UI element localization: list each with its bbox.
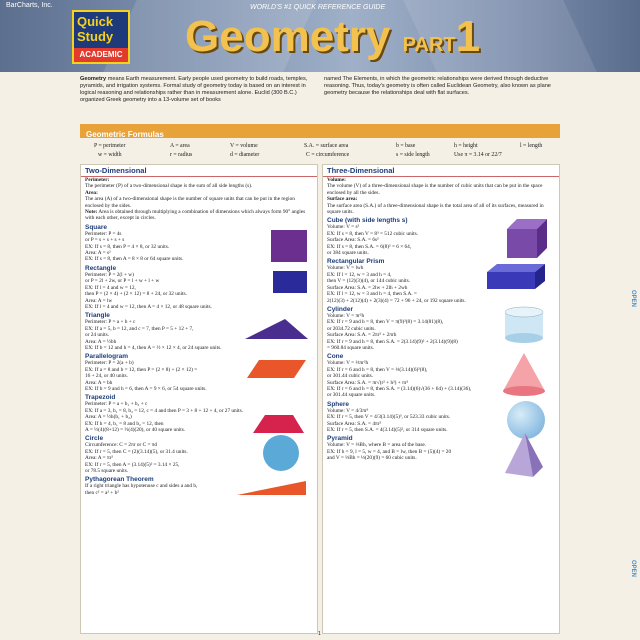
legend-item: s = side length xyxy=(396,152,430,158)
intro-term: Geometry xyxy=(80,76,107,82)
legend-item: A = area xyxy=(170,143,190,149)
trapezoid-block xyxy=(81,392,317,433)
square-line: Area: A = s² xyxy=(85,250,111,257)
note-text: Area is obtained through multiplying a combination of dimensions which always form 90° angles with each other, except in circles. xyxy=(85,209,306,222)
sphere-line: Volume: V = 4/3πr³ xyxy=(327,407,369,414)
trapezoid-shape-icon xyxy=(253,414,305,434)
trapezoid-title: Trapezoid xyxy=(85,394,116,402)
publisher-name: BarCharts, Inc. xyxy=(6,2,53,9)
area-def xyxy=(81,190,317,209)
intro-right: named The Elements, in which the geometric relationships were derived through deductive reasoning. Thus, today's geometry is often called Euclidean Geometry, also known as plane geometry because the relationships deal with flat surfaces. xyxy=(324,76,551,96)
parallelogram-line: EX: If a = 8 and b = 12, then P = (2 × 8) + (2 × 12) = xyxy=(85,366,198,373)
rectangle-line: EX: If l = 4 and w = 12, xyxy=(85,284,136,291)
quickstudy-logo xyxy=(72,10,130,64)
prism-line: 2(12)(3) + 2(12)(4) + 2(3)(4) = 72 + 96 + 24, or 192 square units. xyxy=(327,297,466,304)
prism-title: Rectangular Prism xyxy=(327,258,385,266)
triangle-line: EX: If b = 12 and h = 4, then A = ½ × 12 × 4, or 24 square units. xyxy=(85,344,222,351)
trapezoid-line: A = ½(4)(8+12) = ½(4)(20), or 40 square units. xyxy=(85,427,186,433)
rectangle-title: Rectangle xyxy=(85,264,117,272)
cone-block xyxy=(323,351,559,398)
legend-item: S.A. = surface area xyxy=(304,143,349,149)
circle-line: Circumference: C = 2πr or C = πd xyxy=(85,442,158,449)
area-note xyxy=(81,209,317,222)
surface-area-label: Surface area: xyxy=(327,196,358,203)
trapezoid-line: EX: If h = 4, b₁ = 8 and b₂ = 12, then xyxy=(85,420,164,427)
legend-item: r = radius xyxy=(170,152,193,158)
right-triangle-icon xyxy=(237,480,307,496)
volume-label: Volume: xyxy=(327,177,346,183)
two-dimensional-heading: Two-Dimensional xyxy=(81,165,317,177)
prism-line: EX: If l = 12, w = 3 and h = 4, xyxy=(327,271,392,278)
cylinder-block xyxy=(323,304,559,351)
trapezoid-line: Area: A = ½h(b₁ + b₂) xyxy=(85,414,132,421)
legend-item: d = diameter xyxy=(230,152,260,158)
cylinder-shape-icon xyxy=(505,306,545,344)
formula-legend xyxy=(80,141,560,163)
prism-block xyxy=(323,256,559,303)
page-title xyxy=(185,12,480,62)
trapezoid-line: Perimeter: P = a + b₁ + b₂ + c xyxy=(85,401,148,408)
parallelogram-line: 16 + 24, or 40 units. xyxy=(85,373,128,380)
pyramid-line: and V = ⅓Bh = ⅓(20)(9) = 60 cubic units. xyxy=(327,455,417,462)
prism-shape-icon xyxy=(487,264,547,290)
pyramid-line: Volume: V = ⅓Bh, where B = area of the base. xyxy=(327,442,427,449)
cylinder-line: Volume: V = πr²h xyxy=(327,312,365,319)
cone-line: Surface Area: S.A. = πr√(r² + h²) + πr² xyxy=(327,379,409,386)
cylinder-line: or 2034.72 cubic units. xyxy=(327,325,376,332)
pythagorean-block xyxy=(81,474,317,496)
rectangle-line: Perimeter: P = 2(l + w) xyxy=(85,271,134,278)
triangle-title: Triangle xyxy=(85,312,110,320)
cone-line: Volume: V = ⅓πr²h xyxy=(327,360,369,367)
intro-left xyxy=(80,76,316,118)
circle-line: or 78.5 square units. xyxy=(85,468,129,475)
section-title: Geometric Formulas xyxy=(86,130,164,139)
pyramid-block xyxy=(323,433,559,461)
surface-area-text: The surface area (S.A.) of a three-dimensional shape is the total area of all of its surfaces, measured in square units. xyxy=(327,202,544,216)
legend-item: Use π = 3.14 or 22/7 xyxy=(454,152,502,158)
area-text: The area (A) of a two-dimensional shape is the number of square units that can be put in the region enclosed by the sides. xyxy=(85,196,295,209)
three-dimensional-heading: Three-Dimensional xyxy=(323,165,559,177)
square-line: EX: If s = 8, then P = 4 × 8, or 32 units. xyxy=(85,243,170,250)
cube-line: Volume: V = s³ xyxy=(327,224,360,231)
pyramid-line: EX: If h = 9, l = 5, w = 4, and B = lw, then B = (5)(4) = 20 xyxy=(327,448,452,455)
area-label: Area: xyxy=(85,189,98,196)
square-block xyxy=(81,222,317,263)
sphere-title: Sphere xyxy=(327,400,350,408)
legend-item: b = base xyxy=(396,143,416,149)
cone-title: Cone xyxy=(327,353,344,361)
sphere-line: EX: If r = 5, then S.A. = 4(3.14)(5)², or 314 square units. xyxy=(327,427,448,433)
circle-line: EX: If r = 5, then C = (2)(3.14)(5), or 31.4 units. xyxy=(85,448,188,455)
prism-line: EX: If l = 12, w = 3 and h = 4, then S.A. = xyxy=(327,291,417,298)
sphere-block xyxy=(323,399,559,434)
cube-block xyxy=(323,215,559,256)
triangle-line: Area: A = ½bh xyxy=(85,338,117,345)
section-header-geometric-formulas xyxy=(80,124,560,138)
tagline: WORLD'S #1 QUICK REFERENCE GUIDE xyxy=(250,4,386,11)
cube-line: Surface Area: S.A. = 6s² xyxy=(327,237,379,244)
circle-block xyxy=(81,433,317,474)
rectangle-block xyxy=(81,263,317,310)
cone-line: or 301.44 square units. xyxy=(327,392,376,399)
cube-line: EX: If s = 8, then S.A. = 6(8)² = 6 × 64, xyxy=(327,243,412,250)
two-dimensional-section xyxy=(80,164,318,634)
open-tab-label: OPEN xyxy=(630,560,636,578)
cube-line: EX: If s = 8, then V = 8³ = 512 cubic units. xyxy=(327,230,418,237)
pythagorean-line: then c² = a² + b² xyxy=(85,489,119,496)
legend-item: C = circumference xyxy=(306,152,350,158)
cube-title: Cube (with side lengths s) xyxy=(327,217,408,225)
volume-def xyxy=(323,177,559,196)
page-number: 1 xyxy=(318,631,321,637)
open-tab-label: OPEN xyxy=(630,290,636,308)
parallelogram-block xyxy=(81,351,317,392)
legend-item: h = height xyxy=(454,143,478,149)
part-number: 1 xyxy=(455,12,481,61)
square-shape-icon xyxy=(271,230,307,262)
sphere-line: EX: If r = 5, then V = 4/3(3.14)(5)³, or 523.33 cubic units. xyxy=(327,414,451,421)
circle-line: EX: If r = 5, then A = (3.14)(5)² = 3.14 × 25, xyxy=(85,461,180,468)
logo-study: Study xyxy=(77,29,114,44)
pythagorean-line: If a right triangle has hypotenuse c and sides a and b, xyxy=(85,483,198,490)
header-banner xyxy=(0,0,640,72)
title-text: Geometry xyxy=(185,12,391,61)
surface-area-def xyxy=(323,196,559,215)
rectangle-line: EX: If l = 4 and w = 12, then A = 4 × 12, or 48 square units. xyxy=(85,303,212,310)
cube-shape-icon xyxy=(507,219,549,259)
rectangle-line: then P = (2 × 4) + (2 × 12) = 8 + 24, or 32 units. xyxy=(85,291,187,298)
perimeter-text: The perimeter (P) of a two-dimensional shape is the sum of all side lengths (s). xyxy=(85,183,253,190)
intro-text xyxy=(80,76,560,118)
logo-academic: ACADEMIC xyxy=(74,48,128,62)
parallelogram-line: Perimeter: P = 2(a + b) xyxy=(85,360,134,367)
cylinder-line: Surface Area: S.A. = 2πr² + 2πrh xyxy=(327,332,397,339)
triangle-block xyxy=(81,310,317,351)
parallelogram-shape-icon xyxy=(247,359,307,379)
rectangle-line: Area: A = lw xyxy=(85,297,113,304)
square-title: Square xyxy=(85,223,108,231)
trapezoid-line: EX: If a = 3, b₁ = 8, b₂ = 12, c = 4 and then P = 3 + 8 + 12 + 4, or 27 units. xyxy=(85,407,244,414)
cone-shape-icon xyxy=(503,353,545,397)
triangle-line: Perimeter: P = a + b + c xyxy=(85,319,136,326)
square-line: Perimeter: P = 4s xyxy=(85,230,122,237)
circle-title: Circle xyxy=(85,435,104,443)
pythagorean-title: Pythagorean Theorem xyxy=(85,476,154,484)
parallelogram-line: EX: If b = 9 and h = 6, then A = 9 × 6, or 54 square units. xyxy=(85,385,207,392)
three-dimensional-section xyxy=(322,164,560,634)
intro-left-text: means Earth measurement. Early people used geometry to build roads, temples, pyramids, and irrigation systems. Formal study of geometry today is based on an interest in logical reasoning and relationships rather than in measurement alone. Euclid (300 B.C.) organized Greek geometry into a 13-volume set of books xyxy=(80,76,308,103)
perimeter-def xyxy=(81,177,317,190)
cylinder-line: EX: If r = 9 and h = 8, then S.A. = 2(3.14)(9)² + 2(3.14)(9)(8) xyxy=(327,338,458,345)
legend-item: l = length xyxy=(520,143,543,149)
circle-line: Area: A = πr² xyxy=(85,455,113,462)
cone-line: EX: If r = 6 and h = 8, then V = ⅓(3.14)(6)²(8), xyxy=(327,366,428,373)
volume-text: The volume (V) of a three-dimensional shape is the number of cubic units that can be put in the space enclosed by all the sides. xyxy=(327,183,543,196)
part-label: PART xyxy=(402,34,456,56)
triangle-line: or 24 units. xyxy=(85,332,109,339)
cone-line: or 301.44 cubic units. xyxy=(327,373,374,380)
cylinder-line: = 960.84 square units. xyxy=(327,344,374,351)
cylinder-line: EX: If r = 9 and h = 8, then V = π(9)²(8) = 3.14(81)(8), xyxy=(327,319,444,326)
pyramid-title: Pyramid xyxy=(327,435,353,443)
legend-item: w = width xyxy=(98,152,122,158)
square-line: or P = s + s + s + s xyxy=(85,237,125,244)
legend-item: V = volume xyxy=(230,143,258,149)
rectangle-line: or P = 2l + 2w, or P = l + w + l + w xyxy=(85,278,160,285)
legend-item: P = perimeter xyxy=(94,143,126,149)
cone-line: EX: If r = 6 and h = 8, then S.A. = (3.14)(6)√(36 + 64) + (3.14)(36), xyxy=(327,385,472,392)
rectangle-shape-icon xyxy=(273,271,307,293)
triangle-shape-icon xyxy=(245,318,309,340)
prism-line: Surface Area: S.A. = 2lw + 2lh + 2wh xyxy=(327,284,408,291)
triangle-line: EX: If a = 5, b = 12, and c = 7, then P = 5 + 12 + 7, xyxy=(85,325,194,332)
prism-line: Volume: V = lwh xyxy=(327,265,364,272)
square-line: EX: If s = 8, then A = 8 × 8 or 64 square units. xyxy=(85,256,184,263)
parallelogram-line: Area: A = bh xyxy=(85,379,113,386)
perimeter-label: Perimeter: xyxy=(85,177,110,183)
prism-line: then V = (12)(3)(4), or 144 cubic units. xyxy=(327,278,410,285)
parallelogram-title: Parallelogram xyxy=(85,353,128,361)
sphere-line: Surface Area: S.A. = 4πr² xyxy=(327,420,382,427)
pyramid-shape-icon xyxy=(503,433,545,479)
note-label: Note: xyxy=(85,209,98,216)
cube-line: or 384 square units. xyxy=(327,250,369,257)
logo-quick: Quick xyxy=(77,14,114,29)
cylinder-title: Cylinder xyxy=(327,305,354,313)
